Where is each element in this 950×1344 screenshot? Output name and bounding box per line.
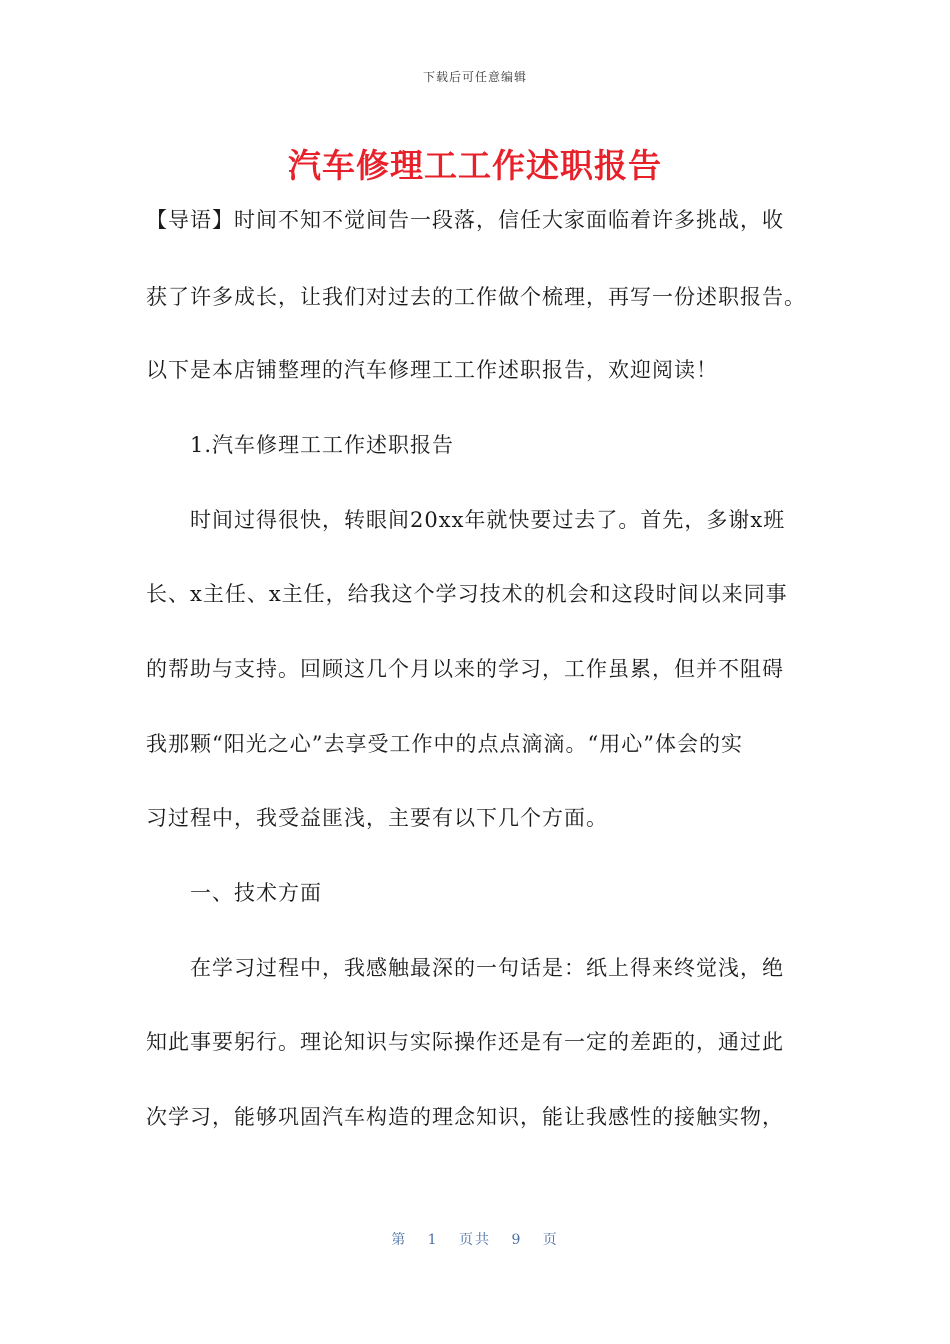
paragraph-line: 习过程中，我受益匪浅，主要有以下几个方面。 [146,806,608,830]
paragraph-line: 以下是本店铺整理的汽车修理工工作述职报告，欢迎阅读！ [146,358,718,382]
header-note: 下载后可任意编辑 [422,70,527,84]
page-number-footer: 第 1 页共 9 页 [391,1232,559,1248]
section-heading: 一、技术方面 [190,881,322,905]
document-title: 汽车修理工工作述职报告 [288,146,662,185]
paragraph-line: 长、x主任、x主任，给我这个学习技术的机会和这段时间以来同事 [146,582,788,606]
paragraph-line: 【导语】时间不知不觉间告一段落，信任大家面临着许多挑战，收 [146,208,784,232]
paragraph-line: 时间过得很快，转眼间20xx年就快要过去了。首先，多谢x班 [190,508,786,532]
paragraph-line: 获了许多成长，让我们对过去的工作做个梳理，再写一份述职报告。 [146,285,806,309]
paragraph-line: 知此事要躬行。理论知识与实际操作还是有一定的差距的，通过此 [146,1030,784,1054]
paragraph-line: 在学习过程中，我感触最深的一句话是：纸上得来终觉浅，绝 [190,956,784,980]
paragraph-line: 我那颗“阳光之心”去享受工作中的点点滴滴。“用心”体会的实 [146,732,743,756]
section-heading: 1.汽车修理工工作述职报告 [190,433,455,457]
paragraph-line: 的帮助与支持。回顾这几个月以来的学习，工作虽累，但并不阻碍 [146,657,784,681]
paragraph-line: 次学习，能够巩固汽车构造的理念知识，能让我感性的接触实物， [146,1105,784,1129]
